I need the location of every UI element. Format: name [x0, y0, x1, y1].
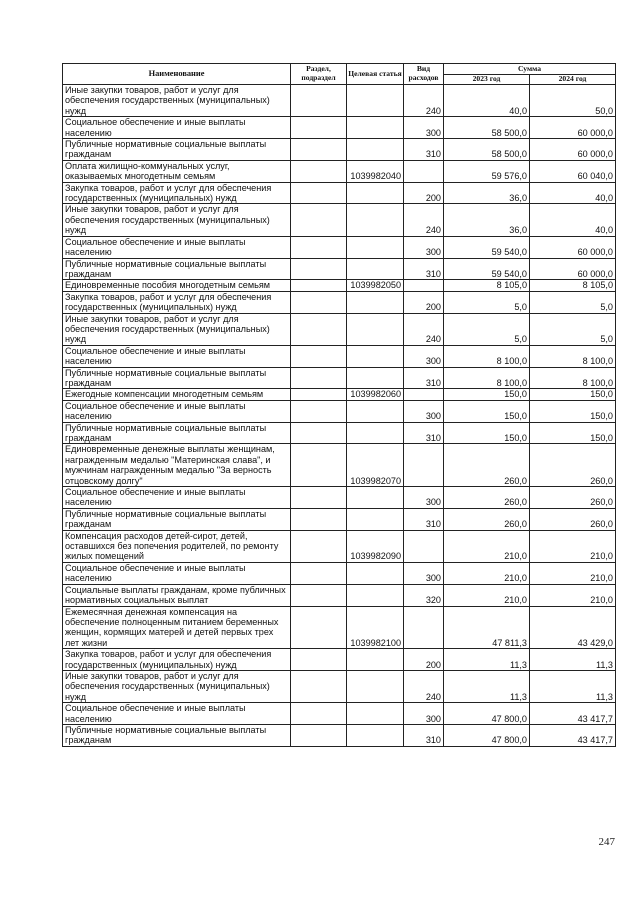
cell-name: Компенсация расходов детей-сирот, детей, оставшихся без попечения родителей, по ремонту жилых помещений — [63, 530, 291, 562]
cell-2023: 58 500,0 — [444, 139, 530, 161]
cell-2024: 43 429,0 — [530, 606, 616, 649]
cell-kind: 300 — [404, 236, 444, 258]
page-number: 247 — [598, 836, 615, 848]
cell-2023: 150,0 — [444, 400, 530, 422]
cell-2024: 260,0 — [530, 487, 616, 509]
cell-section — [291, 584, 347, 606]
cell-section — [291, 291, 347, 313]
cell-2023: 150,0 — [444, 422, 530, 444]
cell-target — [347, 313, 404, 345]
cell-2024: 60 000,0 — [530, 139, 616, 161]
cell-section — [291, 280, 347, 291]
cell-2024: 11,3 — [530, 670, 616, 702]
cell-target — [347, 85, 404, 117]
col-target-header: Целевая статья — [347, 64, 404, 85]
table-row — [63, 562, 616, 584]
cell-name: Публичные нормативные социальные выплаты гражданам — [63, 724, 291, 746]
cell-section — [291, 258, 347, 280]
cell-2023: 210,0 — [444, 562, 530, 584]
cell-kind — [404, 606, 444, 649]
table-row — [63, 182, 616, 204]
cell-2023: 47 800,0 — [444, 724, 530, 746]
table-row — [63, 236, 616, 258]
table-row — [63, 422, 616, 444]
cell-section — [291, 345, 347, 367]
table-row — [63, 85, 616, 117]
cell-kind — [404, 280, 444, 291]
cell-2023: 59 540,0 — [444, 236, 530, 258]
cell-target — [347, 182, 404, 204]
cell-2024: 60 040,0 — [530, 160, 616, 182]
cell-section — [291, 724, 347, 746]
table-row — [63, 280, 616, 291]
cell-2024: 8 100,0 — [530, 367, 616, 389]
cell-target — [347, 345, 404, 367]
cell-kind: 310 — [404, 422, 444, 444]
cell-section — [291, 670, 347, 702]
table-row — [63, 204, 616, 236]
cell-2023: 8 100,0 — [444, 367, 530, 389]
cell-kind — [404, 160, 444, 182]
col-section-header: Раздел, подраздел — [291, 64, 347, 85]
cell-section — [291, 367, 347, 389]
cell-kind: 240 — [404, 85, 444, 117]
cell-target — [347, 703, 404, 725]
cell-section — [291, 703, 347, 725]
cell-2023: 210,0 — [444, 584, 530, 606]
cell-2023: 150,0 — [444, 389, 530, 400]
cell-kind: 240 — [404, 670, 444, 702]
cell-kind — [404, 530, 444, 562]
cell-name: Единовременные пособия многодетным семьям — [63, 280, 291, 291]
table-row — [63, 444, 616, 487]
cell-2023: 47 811,3 — [444, 606, 530, 649]
cell-name: Социальные выплаты гражданам, кроме публичных нормативных социальных выплат — [63, 584, 291, 606]
cell-kind — [404, 444, 444, 487]
cell-2024: 8 105,0 — [530, 280, 616, 291]
cell-2024: 260,0 — [530, 444, 616, 487]
cell-2023: 8 105,0 — [444, 280, 530, 291]
cell-name: Закупка товаров, работ и услуг для обеспечения государственных (муниципальных) нужд — [63, 182, 291, 204]
cell-name: Публичные нормативные социальные выплаты гражданам — [63, 508, 291, 530]
cell-section — [291, 562, 347, 584]
cell-section — [291, 182, 347, 204]
table-row — [63, 508, 616, 530]
cell-section — [291, 508, 347, 530]
cell-target: 1039982090 — [347, 530, 404, 562]
cell-target — [347, 724, 404, 746]
cell-section — [291, 236, 347, 258]
cell-target: 1039982060 — [347, 389, 404, 400]
table-row — [63, 584, 616, 606]
cell-target: 1039982100 — [347, 606, 404, 649]
cell-kind: 300 — [404, 117, 444, 139]
cell-target: 1039982070 — [347, 444, 404, 487]
cell-2024: 150,0 — [530, 422, 616, 444]
table-header — [63, 64, 616, 85]
cell-name: Иные закупки товаров, работ и услуг для обеспечения государственных (муниципальных) нужд — [63, 204, 291, 236]
cell-2023: 58 500,0 — [444, 117, 530, 139]
cell-2023: 59 576,0 — [444, 160, 530, 182]
cell-name: Публичные нормативные социальные выплаты гражданам — [63, 139, 291, 161]
cell-2023: 36,0 — [444, 204, 530, 236]
table-row — [63, 367, 616, 389]
cell-2024: 150,0 — [530, 400, 616, 422]
cell-2023: 8 100,0 — [444, 345, 530, 367]
table-row — [63, 258, 616, 280]
cell-target — [347, 487, 404, 509]
cell-2024: 50,0 — [530, 85, 616, 117]
cell-2024: 260,0 — [530, 508, 616, 530]
col-name-header: Наименование — [63, 64, 291, 85]
table-row — [63, 649, 616, 671]
cell-name: Социальное обеспечение и иные выплаты населению — [63, 487, 291, 509]
cell-kind: 300 — [404, 487, 444, 509]
cell-2024: 150,0 — [530, 389, 616, 400]
table-row — [63, 345, 616, 367]
cell-target — [347, 670, 404, 702]
cell-kind: 200 — [404, 182, 444, 204]
cell-section — [291, 444, 347, 487]
table-body — [63, 85, 616, 747]
cell-2023: 260,0 — [444, 487, 530, 509]
cell-2024: 8 100,0 — [530, 345, 616, 367]
cell-section — [291, 160, 347, 182]
table-row — [63, 400, 616, 422]
cell-section — [291, 139, 347, 161]
cell-name: Публичные нормативные социальные выплаты гражданам — [63, 422, 291, 444]
cell-kind: 310 — [404, 508, 444, 530]
cell-section — [291, 606, 347, 649]
cell-target — [347, 508, 404, 530]
cell-target — [347, 422, 404, 444]
cell-2024: 60 000,0 — [530, 236, 616, 258]
cell-target — [347, 400, 404, 422]
cell-kind: 320 — [404, 584, 444, 606]
cell-2024: 60 000,0 — [530, 258, 616, 280]
cell-name: Ежемесячная денежная компенсация на обеспечение полноценным питанием беременных женщин, кормящих матерей и детей первых трех лет жизни — [63, 606, 291, 649]
cell-target — [347, 204, 404, 236]
cell-section — [291, 204, 347, 236]
cell-section — [291, 400, 347, 422]
cell-kind: 310 — [404, 139, 444, 161]
cell-name: Социальное обеспечение и иные выплаты населению — [63, 345, 291, 367]
cell-2023: 11,3 — [444, 649, 530, 671]
cell-section — [291, 389, 347, 400]
table-row — [63, 670, 616, 702]
cell-section — [291, 313, 347, 345]
cell-name: Закупка товаров, работ и услуг для обеспечения государственных (муниципальных) нужд — [63, 291, 291, 313]
cell-name: Иные закупки товаров, работ и услуг для обеспечения государственных (муниципальных) нужд — [63, 313, 291, 345]
table-row — [63, 160, 616, 182]
cell-section — [291, 117, 347, 139]
table-row — [63, 313, 616, 345]
cell-2023: 260,0 — [444, 444, 530, 487]
cell-kind: 300 — [404, 400, 444, 422]
cell-target — [347, 291, 404, 313]
col-sum-header: Сумма — [444, 64, 616, 75]
cell-name: Закупка товаров, работ и услуг для обеспечения государственных (муниципальных) нужд — [63, 649, 291, 671]
cell-2024: 5,0 — [530, 291, 616, 313]
cell-target — [347, 258, 404, 280]
cell-name: Социальное обеспечение и иные выплаты населению — [63, 236, 291, 258]
cell-target: 1039982040 — [347, 160, 404, 182]
cell-target — [347, 367, 404, 389]
cell-target — [347, 236, 404, 258]
cell-section — [291, 530, 347, 562]
cell-kind: 310 — [404, 724, 444, 746]
cell-2024: 5,0 — [530, 313, 616, 345]
table-row — [63, 703, 616, 725]
cell-2023: 47 800,0 — [444, 703, 530, 725]
cell-kind: 240 — [404, 204, 444, 236]
cell-2024: 210,0 — [530, 530, 616, 562]
cell-2023: 260,0 — [444, 508, 530, 530]
cell-2024: 40,0 — [530, 182, 616, 204]
cell-name: Ежегодные компенсации многодетным семьям — [63, 389, 291, 400]
cell-2024: 60 000,0 — [530, 117, 616, 139]
cell-target — [347, 584, 404, 606]
cell-2023: 5,0 — [444, 291, 530, 313]
cell-name: Социальное обеспечение и иные выплаты населению — [63, 400, 291, 422]
cell-2023: 40,0 — [444, 85, 530, 117]
cell-kind: 310 — [404, 258, 444, 280]
cell-target — [347, 649, 404, 671]
cell-name: Оплата жилищно-коммунальных услуг, оказываемых многодетным семьям — [63, 160, 291, 182]
cell-2023: 36,0 — [444, 182, 530, 204]
cell-2024: 210,0 — [530, 584, 616, 606]
budget-table — [62, 63, 616, 747]
cell-name: Единовременные денежные выплаты женщинам, награжденным медалью "Материнская слава", и мужчинам награжденным медалью "За верность отцовскому долгу" — [63, 444, 291, 487]
col-kind-header: Вид расходов — [404, 64, 444, 85]
table-row — [63, 291, 616, 313]
cell-kind: 240 — [404, 313, 444, 345]
cell-name: Публичные нормативные социальные выплаты гражданам — [63, 258, 291, 280]
cell-kind: 200 — [404, 649, 444, 671]
cell-2023: 210,0 — [444, 530, 530, 562]
table-row — [63, 117, 616, 139]
cell-kind: 300 — [404, 345, 444, 367]
cell-2023: 11,3 — [444, 670, 530, 702]
cell-2024: 40,0 — [530, 204, 616, 236]
cell-section — [291, 487, 347, 509]
cell-name: Социальное обеспечение и иные выплаты населению — [63, 703, 291, 725]
table-row — [63, 487, 616, 509]
cell-2023: 59 540,0 — [444, 258, 530, 280]
col-2023-header: 2023 год — [444, 75, 530, 85]
cell-name: Иные закупки товаров, работ и услуг для обеспечения государственных (муниципальных) нужд — [63, 670, 291, 702]
table-row — [63, 139, 616, 161]
cell-kind: 300 — [404, 562, 444, 584]
cell-2023: 5,0 — [444, 313, 530, 345]
cell-section — [291, 85, 347, 117]
table-row — [63, 724, 616, 746]
cell-target — [347, 139, 404, 161]
cell-name: Иные закупки товаров, работ и услуг для обеспечения государственных (муниципальных) нужд — [63, 85, 291, 117]
cell-target — [347, 117, 404, 139]
cell-kind: 300 — [404, 703, 444, 725]
cell-kind — [404, 389, 444, 400]
cell-name: Публичные нормативные социальные выплаты гражданам — [63, 367, 291, 389]
cell-2024: 43 417,7 — [530, 703, 616, 725]
cell-kind: 200 — [404, 291, 444, 313]
table-row — [63, 606, 616, 649]
cell-target — [347, 562, 404, 584]
col-2024-header: 2024 год — [530, 75, 616, 85]
cell-section — [291, 422, 347, 444]
cell-section — [291, 649, 347, 671]
table-row — [63, 389, 616, 400]
cell-name: Социальное обеспечение и иные выплаты населению — [63, 562, 291, 584]
table-row — [63, 530, 616, 562]
cell-2024: 11,3 — [530, 649, 616, 671]
cell-2024: 43 417,7 — [530, 724, 616, 746]
cell-target: 1039982050 — [347, 280, 404, 291]
cell-name: Социальное обеспечение и иные выплаты населению — [63, 117, 291, 139]
cell-2024: 210,0 — [530, 562, 616, 584]
cell-kind: 310 — [404, 367, 444, 389]
